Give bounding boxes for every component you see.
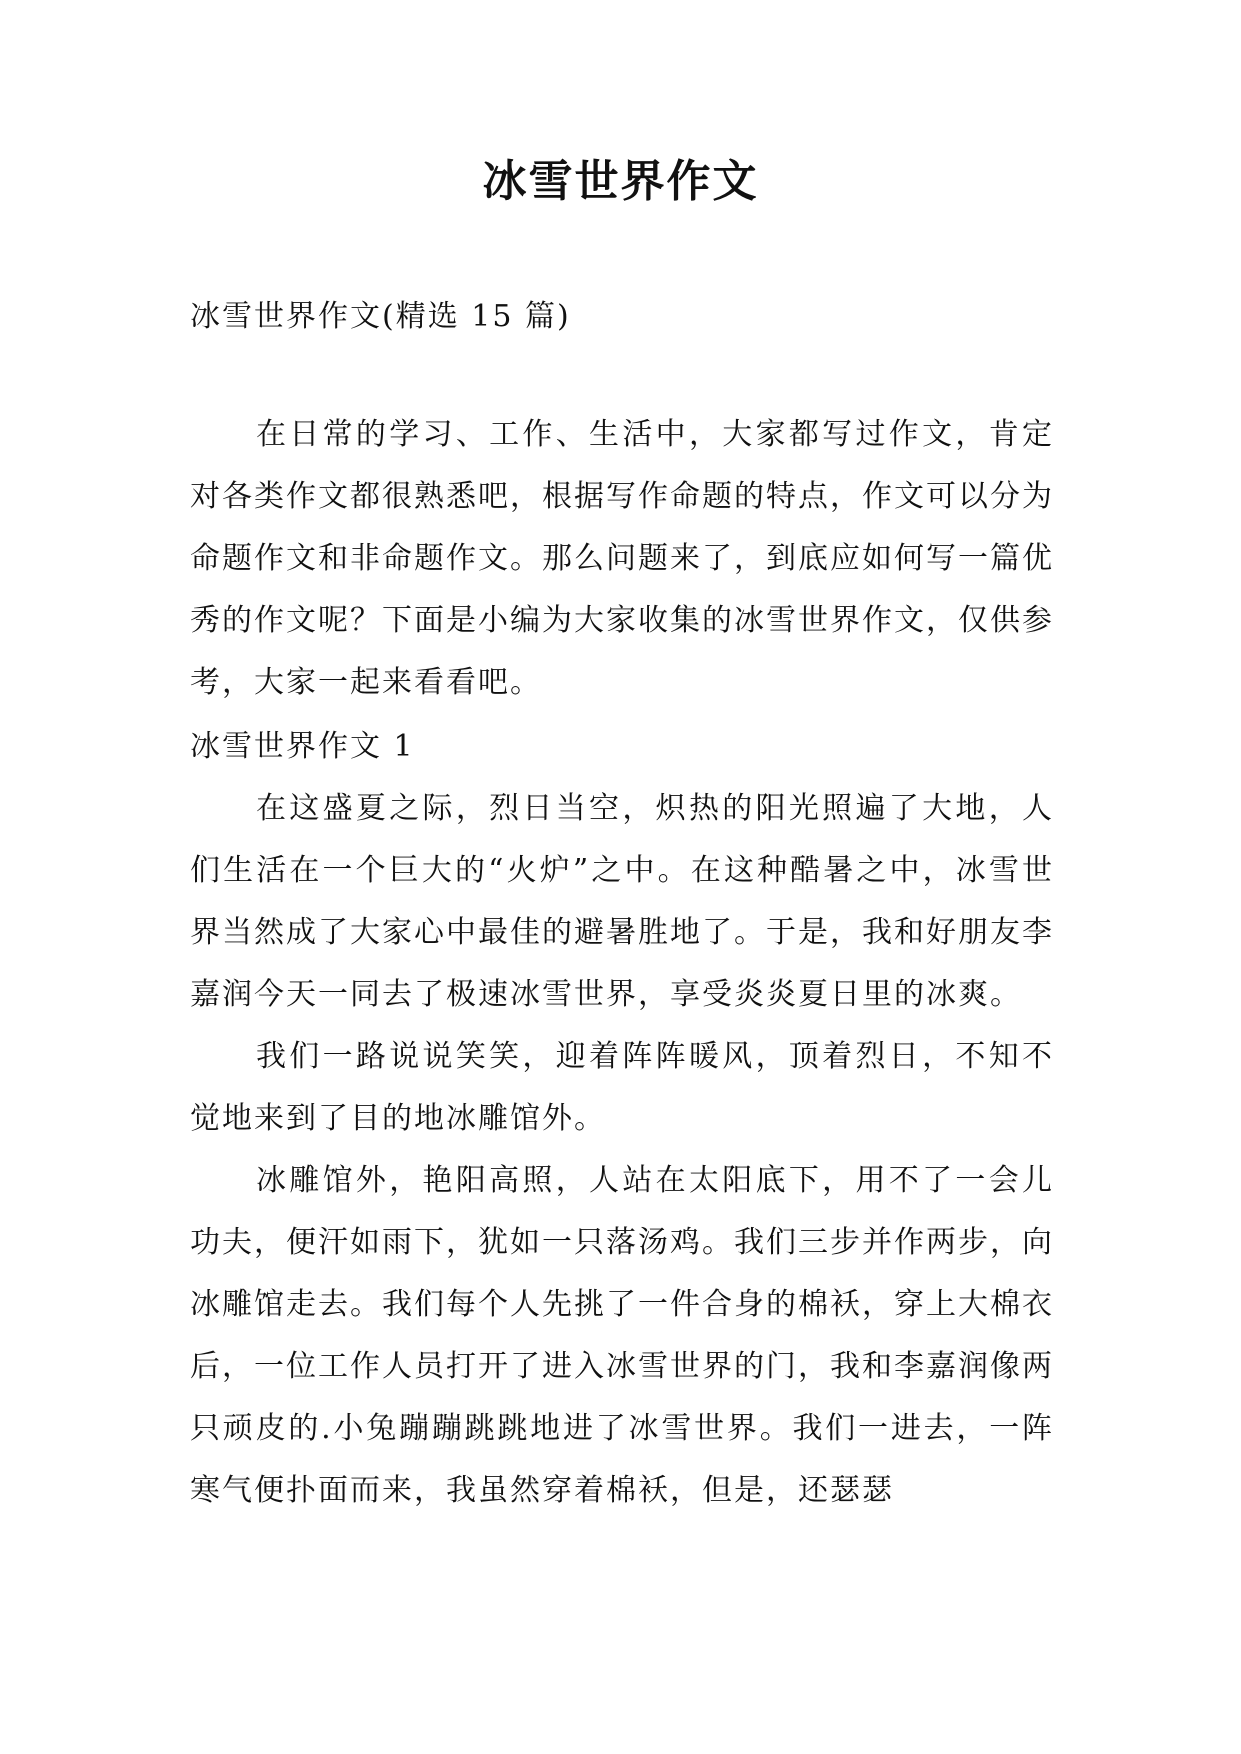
section-heading: 冰雪世界作文 1	[190, 729, 415, 764]
section-paragraph-1: 在这盛夏之际，烈日当空，炽热的阳光照遍了大地，人们生活在一个巨大的“火炉”之中。在这种酷暑之中，冰雪世界当然成了大家心中最佳的避暑胜地了。于是，我和好朋友李嘉润今天一同去了极速冰雪世界，享受炎炎夏日里的冰爽。	[190, 791, 1054, 1012]
document-subtitle: 冰雪世界作文(精选 15 篇)	[190, 299, 571, 334]
section-paragraph-3: 冰雕馆外，艳阳高照，人站在太阳底下，用不了一会儿功夫，便汗如雨下，犹如一只落汤鸡。我们三步并作两步，向冰雕馆走去。我们每个人先挑了一件合身的棉袄，穿上大棉衣后，一位工作人员打开了进入冰雪世界的门，我和李嘉润像两只顽皮的.小兔蹦蹦跳跳地进了冰雪世界。我们一进去，一阵寒气便扑面而来，我虽然穿着棉袄，但是，还瑟瑟	[190, 1163, 1054, 1508]
section-paragraph-2: 我们一路说说笑笑，迎着阵阵暖风，顶着烈日，不知不觉地来到了目的地冰雕馆外。	[190, 1039, 1054, 1136]
document-title: 冰雪世界作文	[482, 156, 759, 207]
essay-section-1	[190, 716, 1054, 1522]
intro-paragraph: 在日常的学习、工作、生活中，大家都写过作文，肯定对各类作文都很熟悉吧，根据写作命题的特点，作文可以分为命题作文和非命题作文。那么问题来了，到底应如何写一篇优秀的作文呢？下面是小编为大家收集的冰雪世界作文，仅供参考，大家一起来看看吧。	[190, 417, 1054, 700]
